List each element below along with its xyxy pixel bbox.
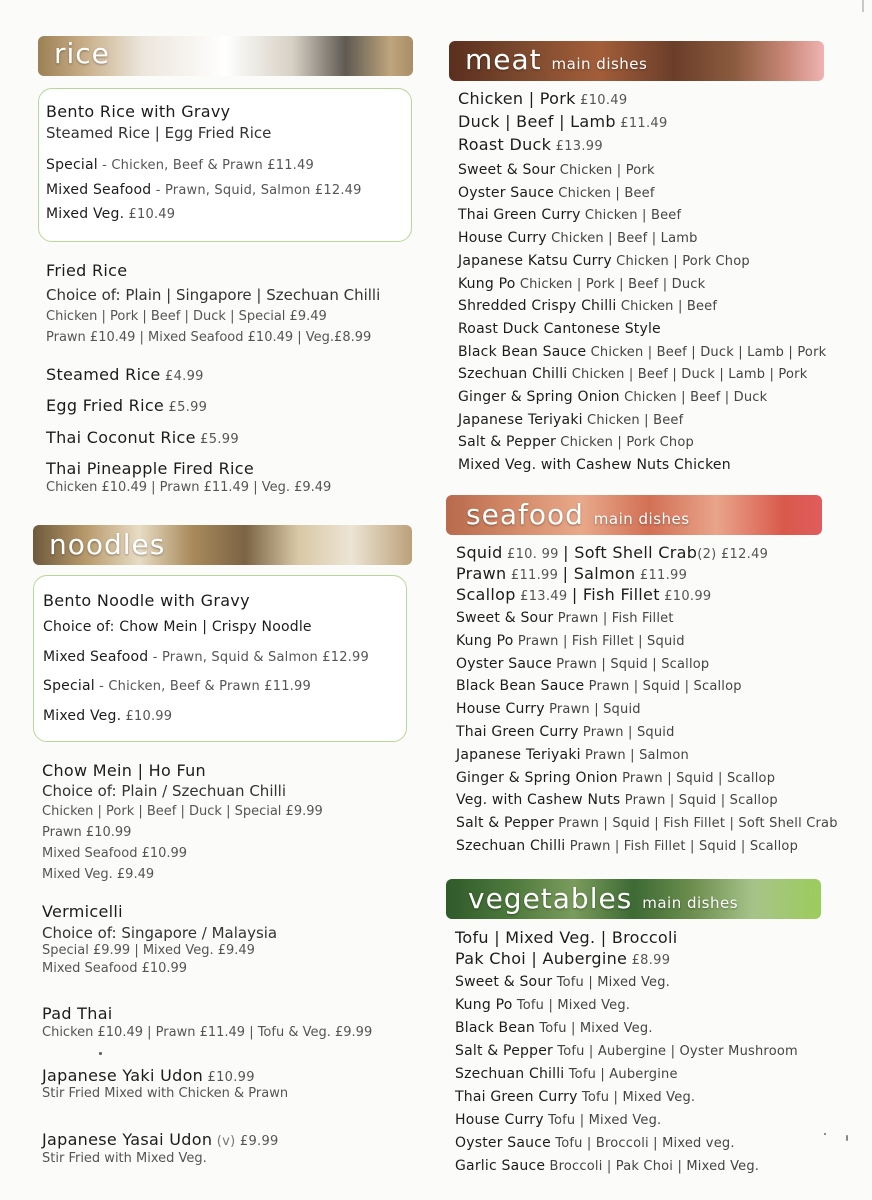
bento-rice-name: Bento Rice with Gravy bbox=[46, 102, 231, 121]
pad-thai-line1: Chicken £10.49 | Prawn £11.49 | Tofu & Veg. £9.99 bbox=[42, 1025, 373, 1040]
noodles-banner bbox=[33, 525, 412, 565]
seafood-section-title: seafood main dishes bbox=[466, 498, 690, 531]
thai-pineapple-rice: Thai Pineapple Fired Rice bbox=[46, 459, 254, 478]
seafood-top-item: Squid £10. 99 | Soft Shell Crab(2) £12.49 bbox=[456, 543, 769, 562]
rice-banner bbox=[38, 36, 413, 76]
chow-mein-line1: Chicken | Pork | Beef | Duck | Special £9.99 bbox=[42, 804, 323, 819]
noodles-section-title: noodles bbox=[49, 528, 166, 561]
bento-noodle-special: Special - Chicken, Beef & Prawn £11.99 bbox=[43, 678, 311, 694]
seafood-top-item: Prawn £11.99 | Salmon £11.99 bbox=[456, 564, 688, 583]
vegetable-item: Salt & Pepper Tofu | Aubergine | Oyster Mushroom bbox=[455, 1043, 798, 1059]
meat-item: Japanese Teriyaki Chicken | Beef bbox=[458, 411, 684, 428]
meat-banner bbox=[449, 41, 824, 81]
meat-item: Thai Green Curry Chicken | Beef bbox=[458, 207, 682, 224]
meat-item: Szechuan Chilli Chicken | Beef | Duck | Lamb | Pork bbox=[458, 366, 808, 383]
vegetable-item: Szechuan Chilli Tofu | Aubergine bbox=[455, 1066, 678, 1082]
seafood-top-item: Scallop £13.49 | Fish Fillet £10.99 bbox=[456, 585, 712, 604]
meat-top-item: Chicken | Pork £10.49 bbox=[458, 89, 628, 108]
meat-item: Ginger & Spring Onion Chicken | Beef | Duck bbox=[458, 389, 768, 405]
yasai-udon: Japanese Yasai Udon (v) £9.99 bbox=[42, 1130, 279, 1149]
thai-coconut-rice: Thai Coconut Rice £5.99 bbox=[46, 428, 239, 447]
seafood-item: Kung Po Prawn | Fish Fillet | Squid bbox=[456, 632, 685, 649]
seafood-item: Szechuan Chilli Prawn | Fish Fillet | Squid | Scallop bbox=[456, 838, 799, 854]
vegetable-item: Garlic Sauce Broccoli | Pak Choi | Mixed Veg. bbox=[455, 1158, 760, 1174]
meat-item: Shredded Crispy Chilli Chicken | Beef bbox=[458, 298, 718, 315]
yasai-udon-line1: Stir Fried with Mixed Veg. bbox=[42, 1151, 207, 1166]
fried-rice-line2: Prawn £10.49 | Mixed Seafood £10.49 | Veg.£8.99 bbox=[46, 330, 372, 345]
seafood-item: Oyster Sauce Prawn | Squid | Scallop bbox=[456, 655, 710, 672]
vegetable-item: Thai Green Curry Tofu | Mixed Veg. bbox=[455, 1089, 696, 1105]
meat-item: Japanese Katsu Curry Chicken | Pork Chop bbox=[458, 252, 750, 269]
seafood-banner bbox=[446, 495, 822, 535]
veg-top2: Pak Choi | Aubergine £8.99 bbox=[455, 949, 671, 968]
pad-thai-name: Pad Thai bbox=[42, 1004, 113, 1023]
seafood-item: Thai Green Curry Prawn | Squid bbox=[456, 724, 675, 740]
bento-rice-seafood: Mixed Seafood - Prawn, Squid, Salmon £12.49 bbox=[46, 182, 362, 198]
vegetable-item: Kung Po Tofu | Mixed Veg. bbox=[455, 997, 631, 1013]
seafood-item: Veg. with Cashew Nuts Prawn | Squid | Scallop bbox=[456, 792, 778, 809]
bento-rice-options: Steamed Rice | Egg Fried Rice bbox=[46, 124, 272, 142]
meat-top-item: Roast Duck £13.99 bbox=[458, 135, 603, 154]
vermicelli-line2: Mixed Seafood £10.99 bbox=[42, 961, 188, 976]
seafood-item: Ginger & Spring Onion Prawn | Squid | Scallop bbox=[456, 769, 776, 786]
seafood-item: Sweet & Sour Prawn | Fish Fillet bbox=[456, 610, 674, 626]
seafood-item: Japanese Teriyaki Prawn | Salmon bbox=[456, 746, 689, 763]
page-edge-mark bbox=[862, 0, 864, 12]
meat-item: House Curry Chicken | Beef | Lamb bbox=[458, 230, 698, 247]
fried-rice-name: Fried Rice bbox=[46, 261, 128, 280]
chow-mein-line2: Prawn £10.99 bbox=[42, 825, 132, 840]
yaki-udon-line1: Stir Fried Mixed with Chicken & Prawn bbox=[42, 1086, 289, 1101]
meat-item: Oyster Sauce Chicken | Beef bbox=[458, 184, 655, 201]
bento-noodle-choice: Choice of: Chow Mein | Crispy Noodle bbox=[43, 619, 312, 635]
chow-mein-line3: Mixed Seafood £10.99 bbox=[42, 846, 188, 861]
meat-item: Mixed Veg. with Cashew Nuts Chicken bbox=[458, 457, 731, 474]
bento-rice-veg: Mixed Veg. £10.49 bbox=[46, 206, 176, 222]
bento-noodle-seafood: Mixed Seafood - Prawn, Squid & Salmon £12.99 bbox=[43, 649, 369, 665]
vegetables-banner bbox=[446, 879, 821, 919]
chow-mein-line4: Mixed Veg. £9.49 bbox=[42, 867, 155, 882]
rice-section-title: rice bbox=[54, 37, 110, 70]
meat-item: Kung Po Chicken | Pork | Beef | Duck bbox=[458, 275, 706, 292]
vegetable-item: Sweet & Sour Tofu | Mixed Veg. bbox=[455, 974, 671, 990]
vegetable-item: House Curry Tofu | Mixed Veg. bbox=[455, 1112, 662, 1128]
meat-item: Black Bean Sauce Chicken | Beef | Duck | Lamb | Pork bbox=[458, 343, 827, 360]
speck bbox=[99, 1052, 102, 1055]
chow-mein-choice: Choice of: Plain / Szechuan Chilli bbox=[42, 782, 286, 800]
bento-rice-special: Special - Chicken, Beef & Prawn £11.49 bbox=[46, 157, 314, 173]
fried-rice-choice: Choice of: Plain | Singapore | Szechuan Chilli bbox=[46, 286, 381, 304]
meat-item: Sweet & Sour Chicken | Pork bbox=[458, 162, 655, 178]
chow-mein-name: Chow Mein | Ho Fun bbox=[42, 761, 206, 780]
vegetables-section-title: vegetables main dishes bbox=[468, 882, 739, 915]
egg-fried-rice: Egg Fried Rice £5.99 bbox=[46, 396, 208, 415]
vermicelli-line1: Special £9.99 | Mixed Veg. £9.49 bbox=[42, 943, 255, 958]
vegetable-item: Black Bean Tofu | Mixed Veg. bbox=[455, 1020, 653, 1036]
bento-noodle-veg: Mixed Veg. £10.99 bbox=[43, 708, 173, 724]
meat-item: Roast Duck Cantonese Style bbox=[458, 320, 661, 337]
vermicelli-choice: Choice of: Singapore / Malaysia bbox=[42, 924, 278, 942]
vermicelli-name: Vermicelli bbox=[42, 902, 123, 921]
veg-top1: Tofu | Mixed Veg. | Broccoli bbox=[455, 928, 678, 947]
thai-pineapple-prices: Chicken £10.49 | Prawn £11.49 | Veg. £9.49 bbox=[46, 480, 332, 495]
bento-noodle-name: Bento Noodle with Gravy bbox=[43, 591, 250, 610]
meat-top-item: Duck | Beef | Lamb £11.49 bbox=[458, 112, 668, 131]
vegetable-item: Oyster Sauce Tofu | Broccoli | Mixed veg. bbox=[455, 1135, 735, 1151]
speck bbox=[846, 1135, 848, 1141]
fried-rice-line1: Chicken | Pork | Beef | Duck | Special £9.49 bbox=[46, 309, 327, 324]
seafood-item: Black Bean Sauce Prawn | Squid | Scallop bbox=[456, 678, 742, 695]
meat-item: Salt & Pepper Chicken | Pork Chop bbox=[458, 434, 694, 451]
yaki-udon: Japanese Yaki Udon £10.99 bbox=[42, 1066, 255, 1085]
steamed-rice: Steamed Rice £4.99 bbox=[46, 365, 204, 384]
meat-section-title: meat main dishes bbox=[465, 43, 648, 76]
speck bbox=[824, 1133, 826, 1135]
seafood-item: House Curry Prawn | Squid bbox=[456, 701, 641, 718]
seafood-item: Salt & Pepper Prawn | Squid | Fish Fillet | Soft Shell Crab bbox=[456, 815, 838, 832]
